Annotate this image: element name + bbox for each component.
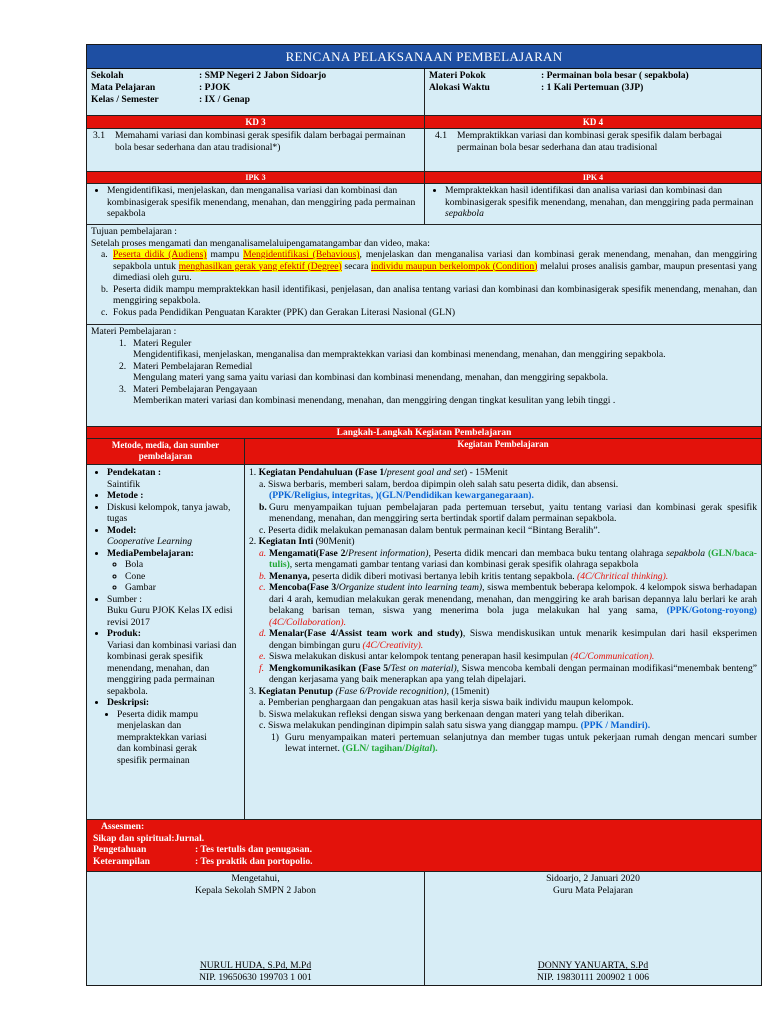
left-sig-line2: Kepala Sekolah SMPN 2 Jabon — [195, 884, 316, 896]
penutup-b: b. Siswa melakukan refleksi dengan siswa yang berkenaan dengan materi yang telah diberikan. — [259, 708, 624, 720]
model-value: Cooperative Learning — [107, 536, 193, 547]
materi-item-3-text: Memberikan materi variasi dan kombinasi menendang, menahan, dan menggiring dengan tingkat kesulitan yang lebih tinggi . — [133, 395, 616, 406]
degree-highlight: menghasilkan gerak yang efektif (Degree) — [178, 260, 342, 272]
kd-content-row — [87, 129, 761, 172]
ipk3-text: • Mengidentifikasi, menjelaskan, dan menganalisa variasi dan kombinasi dan kombinasigerak spesifik menendang, menahan, dan menggiring pada permainan sepakbola — [107, 185, 420, 220]
kd3-header: KD 3 — [87, 116, 424, 128]
penutup-d: 1) Guru menyampaikan materi pertemuan selanjutnya dan member tugas untuk pekerjaan rumah dengan mencari sumber lewat internet. (GLN/ tagihan/Digital). — [271, 731, 757, 754]
right-sig-line1: Sidoarjo, 2 Januari 2020 — [546, 873, 640, 884]
identity-right — [424, 69, 761, 115]
inti-b: b. Menanya, peserta didik diberi motivasi bertanya lebih kritis tentang sepakbola. (4C/Chritical thinking). — [259, 570, 669, 582]
materi-item-3: 3. Materi Pembelajaran Pengayaan — [119, 383, 258, 395]
asesmen-keterampilan: Keterampilan : Tes praktik dan portopolio. — [93, 855, 313, 867]
materi-section — [87, 325, 761, 427]
col-left-header: Metode, media, dan sumber pembelajaran — [87, 439, 245, 464]
ipk-header-row — [87, 172, 761, 184]
tujuan-intro: Setelah proses mengamati dan menganalisamelaluipengamatangambar dan video, maka: — [91, 237, 430, 249]
materi-label: Materi Pokok — [429, 70, 486, 81]
right-sig-line2: Guru Mata Pelajaran — [553, 884, 633, 896]
alokasi-label: Alokasi Waktu — [429, 82, 490, 93]
model-label: • Model: — [107, 525, 240, 537]
tujuan-section — [87, 225, 761, 325]
activities-column — [245, 465, 761, 819]
materi-item-1: 1. Materi Reguler — [119, 337, 192, 349]
left-sig-name: NURUL HUDA, S.Pd, M.Pd — [199, 960, 312, 971]
inti-f: f. Mengkomunikasikan (Fase 5/Test on material), Siswa mencoba kembali dengan permainan modifikasi“menembak benteng” dengan kerjasama yang baik menerapkan apa yang telah dipelajari. — [259, 662, 757, 685]
ipk-content-row — [87, 184, 761, 225]
pendekatan-value: Saintifik — [107, 478, 141, 490]
inti-title: 2. Kegiatan Inti (90Menit) — [249, 536, 355, 547]
ipk3-header: IPK 3 — [87, 172, 424, 183]
tujuan-item-a: a. Peserta didik (Audiens) mampu Mengidentifikasi (Behavious), menjelaskan dan menganalisa variasi dan kombinasi gerak menendang, menahan, dan menggiring sepakbola untuk menghasilkan gerak yang efektif (Degree) secara individu maupun berkelompok (Condition) melalui proses analisis gambar, maupun presentasi yang dimediasi oleh guru. — [101, 249, 757, 283]
sumber-label: • Sumber : — [107, 594, 240, 606]
behaviour-highlight: Mengidentifikasi (Behavious) — [243, 249, 360, 260]
signature-left — [87, 872, 424, 985]
langkah-header: Langkah-Langkah Kegiatan Pembelajaran — [87, 427, 761, 439]
left-sig-nip: NIP. 19650630 199703 1 001 — [199, 971, 312, 983]
sumber-value: Buku Guru PJOK Kelas IX edisi revisi 2017 — [107, 605, 233, 628]
signature-section — [87, 872, 761, 985]
rpp-document — [86, 44, 762, 986]
pendahuluan-a-tag: (PPK/Religius, integritas, )(GLN/Pendidikan kewarganegaraan). — [269, 490, 534, 501]
signature-right — [424, 872, 761, 985]
inti-d: d. Menalar(Fase 4/Assist team work and study), Siswa mendiskusikan untuk menarik kesimpulan dari hasil eksperimen dengan bimbingan guru (4C/Creativity). — [259, 628, 757, 651]
condition-highlight: individu maupun berkelompok (Condition) — [371, 260, 538, 272]
right-sig-nip: NIP. 19830111 200902 1 006 — [536, 971, 650, 983]
kd3-num: 3.1 — [93, 130, 105, 141]
deskripsi-label: • Deskripsi: — [107, 697, 240, 709]
kd3-content — [87, 129, 424, 171]
tujuan-heading: Tujuan pembelajaran : — [91, 226, 177, 237]
ipk4-content — [424, 184, 761, 224]
kd4-num: 4.1 — [435, 130, 447, 141]
inti-a: a. Mengamati(Fase 2/Present information), Peserta didik mencari dan membaca buku tentang olahraga sepakbola (GLN/baca-tulis), serta mengamati gambar tentang variasi dan kombinasi gerak spesifik olahraga sepakbola — [259, 547, 757, 570]
kelas-value: : IX / Genap — [199, 94, 250, 105]
materi-heading: Materi Pembelajaran : — [91, 326, 177, 337]
pendekatan-label: • Pendekatan : — [107, 467, 240, 479]
metode-value: • Diskusi kelompok, tanya jawab, tugas — [107, 502, 240, 525]
media-item: ◦ Gambar — [125, 582, 240, 594]
ipk4-header: IPK 4 — [425, 172, 761, 183]
ipk4-text-italic: sepakbola — [445, 208, 484, 219]
pendahuluan-title: 1. Kegiatan Pendahuluan (Fase 1/present goal and set) - 15Menit — [249, 467, 508, 478]
steps-section — [87, 465, 761, 820]
kd4-content — [424, 129, 761, 171]
deskripsi-value: • Peserta didik mampu menjelaskan dan mempraktekkan variasi dan kombinasi gerak spesifik permainan — [117, 709, 240, 767]
sekolah-value: : SMP Negeri 2 Jabon Sidoarjo — [199, 70, 327, 81]
alokasi-value: : 1 Kali Pertemuan (3JP) — [541, 82, 644, 93]
kd4-text: Mempraktikkan variasi dan kombinasi gerak spesifik dalam berbagai permainan bola besar sederhana dan atau tradisional — [457, 130, 723, 153]
identity-left — [87, 69, 424, 115]
ipk3-content — [87, 184, 424, 224]
penutup-c: c. Siswa melakukan pendinginan dipimpin salah satu siswa yang dianggap mampu. (PPK / Mandiri). — [259, 720, 651, 731]
tujuan-item-b: b. Peserta didik mampu mempraktekkan hasil identifikasi, penjelasan, dan analisa tentang variasi dan kombinasi dan kombinasigerak spesifik menendang, menahan, dan menggiring sepakbola. — [101, 283, 757, 306]
methods-column — [87, 465, 245, 819]
col-right-header: Kegiatan Pembelajaran — [245, 439, 761, 464]
media-item: ◦ Cone — [125, 571, 240, 583]
ipk4-text: Mempraktekkan hasil identifikasi dan analisa variasi dan kombinasi dan kombinasigerak spesifik menendang, menahan, dan menggiring pada permainan — [445, 185, 754, 208]
right-sig-name: DONNY YANUARTA, S.Pd — [537, 960, 649, 971]
kelas-label: Kelas / Semester — [91, 94, 159, 105]
inti-e: e. Siswa melakukan diskusi antar kelompok tentang penerapan hasil kesimpulan (4C/Communication). — [259, 651, 655, 662]
pendahuluan-c: c. Peserta didik melakukan pemanasan dalam bentuk permainan kecil “Bintang Beralih”. — [259, 524, 600, 536]
mapel-label: Mata Pelajaran — [91, 82, 156, 93]
materi-item-1-text: Mengidentifikasi, menjelaskan, menganalisa dan mempraktekkan variasi dan kombinasi menendang, menahan, dan menggiring sepakbola. — [133, 349, 666, 360]
mapel-value: : PJOK — [199, 82, 231, 93]
kd3-text: Memahami variasi dan kombinasi gerak spesifik dalam berbagai permainan bola besar sederhana dan atau tradisional*) — [115, 130, 406, 153]
kd4-header: KD 4 — [425, 116, 761, 128]
pendahuluan-a: a. Siswa berbaris, memberi salam, berdoa dipimpin oleh salah satu peserta didik, dan absensi. (PPK/Religius, integritas, )(GLN/Pendidikan kewarganegaraan). — [249, 479, 757, 502]
materi-item-2: 2. Materi Pembelajaran Remedial — [119, 360, 253, 372]
identity-section — [87, 69, 761, 116]
media-item: ◦ Bola — [125, 559, 240, 571]
left-sig-line1: Mengetahui, — [231, 873, 280, 884]
asesmen-section — [87, 820, 761, 872]
inti-c: c. Mencoba(Fase 3/Organize student into learning team), siswa membentuk beberapa kelompok. 4 kelompok siswa berhadapan dari 4 arah, kemudian melakukan gerak menendang, menahan, dan menggiring ke arah barisan depannya lalu berlari ke arah belakang barisan teman, siswa yang menerima bola juga melakukan hal yang sama, (PPK/Gotong-royong) (4C/Collaboration). — [259, 582, 757, 628]
penutup-title: 3. Kegiatan Penutup (Fase 6/Provide recognition), (15menit) — [249, 685, 490, 697]
tujuan-item-c: c. Fokus pada Pendidikan Penguatan Karakter (PPK) dan Gerakan Literasi Nasional (GLN) — [101, 306, 456, 318]
ipk4-item — [445, 185, 757, 220]
kd-header-row — [87, 116, 761, 129]
media-label: • MediaPembelajaran: — [107, 548, 240, 560]
asesmen-heading: Assesmen: — [101, 821, 145, 832]
materi-item-2-text: Mengulang materi yang sama yaitu variasi dan kombinasi dan kombinasi menendang, menahan, dan menggiring sepakbola. — [133, 372, 609, 383]
produk-value: Variasi dan kombinasi variasi dan kombinasi gerak spesifik menendang, menahan, dan menggiring pada permainan sepakbola. — [107, 639, 237, 697]
audiens-highlight: Peserta didik (Audiens) — [113, 249, 207, 260]
pendahuluan-b: b. Guru menyampaikan tujuan pembelajaran pada pertemuan tersebut, yaitu tentang variasi dan kombinasi gerak spesifik menendang, menahan, dan menggiring serta bertindak sportif dalam permainan sepakbola. — [259, 501, 757, 524]
sekolah-label: Sekolah — [91, 70, 124, 81]
penutup-a: a. Pemberian penghargaan dan pengakuan atas hasil kerja siswa baik individu maupun kelompok. — [259, 697, 634, 708]
asesmen-sikap: Sikap dan spiritual:Jurnal. — [93, 832, 205, 844]
materi-value: : Permainan bola besar ( sepakbola) — [541, 70, 689, 81]
langkah-column-headers — [87, 439, 761, 465]
asesmen-pengetahuan: Pengetahuan : Tes tertulis dan penugasan. — [93, 844, 313, 855]
produk-label: • Produk: — [107, 628, 240, 640]
document-title: RENCANA PELAKSANAAN PEMBELAJARAN — [87, 45, 761, 69]
metode-label: • Metode : — [107, 490, 240, 502]
